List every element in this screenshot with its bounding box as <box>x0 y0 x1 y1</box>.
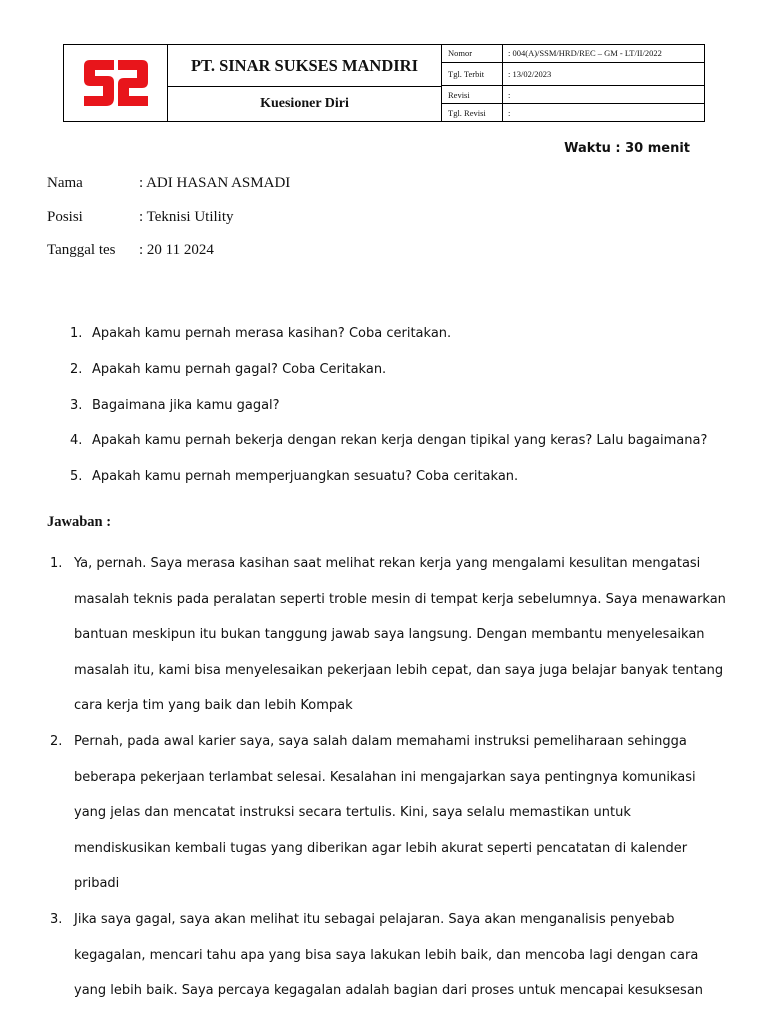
ss-logo-icon <box>80 58 152 108</box>
respondent-info <box>47 175 290 276</box>
info-row-tanggal <box>47 242 290 276</box>
title-cell <box>168 45 442 121</box>
question-number: 2. <box>70 361 83 377</box>
question-text: Bagaimana jika kamu gagal? <box>92 397 280 413</box>
question-item <box>70 362 730 398</box>
time-limit: Waktu : 30 menit <box>564 141 690 156</box>
document-title: Kuesioner Diri <box>260 96 349 111</box>
info-value: : ADI HASAN ASMADI <box>139 175 291 191</box>
answer-item <box>50 902 730 1009</box>
info-row-posisi <box>47 209 290 243</box>
answer-item <box>50 546 730 724</box>
info-row-nama <box>47 175 290 209</box>
answer-text: Pernah, pada awal karier saya, saya salah dalam memahami instruksi pemeliharaan sehingga beberapa pekerjaan terlambat selesai. Kesalahan ini mengajarkan saya pentingnya komunikasi yang jelas dan mencatat instruksi secara tertulis. Kini, saya selalu memastikan untuk mendiskusikan kembali tugas yang diberikan agar lebih akurat seperti pencatatan di kalender pribadi <box>74 733 696 892</box>
question-number: 1. <box>70 326 83 341</box>
info-value: : 20 11 2024 <box>139 242 214 258</box>
document-meta-table <box>442 45 704 121</box>
meta-row-tgl-revisi <box>442 104 704 121</box>
question-text: Apakah kamu pernah gagal? Coba Ceritakan. <box>92 361 387 377</box>
answer-text: Jika saya gagal, saya akan melihat itu sebagai pelajaran. Saya akan menganalisis penyebab kegagalan, mencari tahu apa yang bisa saya lakukan lebih baik, dan mencoba lagi dengan cara yang lebih baik. Saya percaya kegagalan adalah bagian dari proses untuk mencapai kesuksesan <box>74 911 704 999</box>
question-text: Apakah kamu pernah bekerja dengan rekan kerja dengan tipikal yang keras? Lalu bagaimana? <box>92 433 708 449</box>
answer-number: 3. <box>50 911 63 927</box>
info-label: Tanggal tes <box>47 242 116 258</box>
meta-value: : 004(A)/SSM/HRD/REC – GM - LT/II/2022 <box>508 48 662 59</box>
meta-key: Nomor <box>442 45 503 62</box>
meta-row-revisi <box>442 86 704 104</box>
company-name: PT. SINAR SUKSES MANDIRI <box>168 45 441 87</box>
meta-row-tgl-terbit <box>442 63 704 87</box>
answer-number: 1. <box>50 556 63 571</box>
meta-row-nomor <box>442 45 704 63</box>
meta-value: : 13/02/2023 <box>508 69 552 80</box>
question-text: Apakah kamu pernah merasa kasihan? Coba ceritakan. <box>92 326 452 341</box>
question-item <box>70 398 730 434</box>
meta-value: : <box>508 89 511 100</box>
logo-cell <box>64 45 168 121</box>
meta-key: Tgl. Revisi <box>442 104 503 121</box>
meta-key: Revisi <box>442 86 503 103</box>
question-number: 3. <box>70 397 83 413</box>
answer-text: Ya, pernah. Saya merasa kasihan saat melihat rekan kerja yang mengalami kesulitan mengatasi masalah teknis pada peralatan seperti troble mesin di tempat kerja sebelumnya. Saya menawarkan bantuan meskipun itu bukan tanggung jawab saya langsung. Dengan membantu menyelesaikan masalah itu, kami bisa menyelesaikan pekerjaan lebih cepat, dan saya juga belajar banyak tentang cara kerja tim yang baik dan lebih Kompak <box>74 556 726 714</box>
answer-list <box>50 546 730 1009</box>
meta-key: Tgl. Terbit <box>442 63 503 86</box>
answer-number: 2. <box>50 733 63 749</box>
info-label: Nama <box>47 175 83 191</box>
answer-item <box>50 724 730 902</box>
question-item <box>70 326 730 362</box>
question-text: Apakah kamu pernah memperjuangkan sesuatu? Coba ceritakan. <box>92 469 519 485</box>
info-label: Posisi <box>47 208 83 225</box>
answers-heading: Jawaban : <box>47 514 112 530</box>
info-value: : Teknisi Utility <box>139 208 234 225</box>
question-list <box>70 326 730 505</box>
question-number: 4. <box>70 433 83 449</box>
question-item <box>70 433 730 469</box>
document-header <box>63 44 705 122</box>
meta-value: : <box>508 107 511 118</box>
question-item <box>70 469 730 505</box>
question-number: 5. <box>70 469 83 485</box>
